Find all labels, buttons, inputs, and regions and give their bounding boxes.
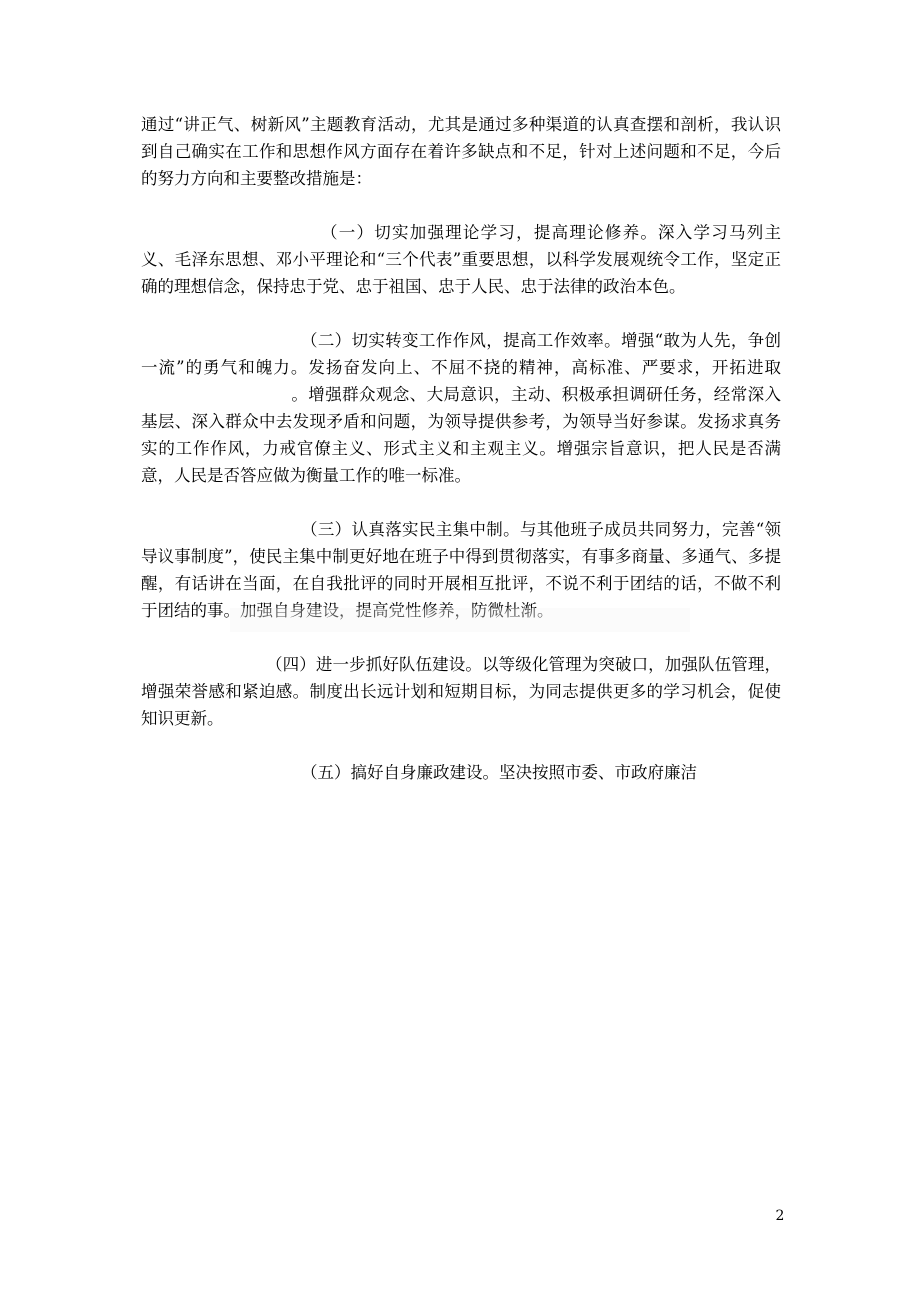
paragraph-4: （四）进一步抓好队伍建设。以等级化管理为突破口，加强队伍管理，增强荣誉感和紧迫感。制度出长远计划和短期目标，为同志提供更多的学习机会，促使知识更新。 [141, 655, 781, 728]
page-number: 2 [775, 1208, 785, 1224]
paragraph-5: （五）搞好自身廉政建设。坚决按照市委、市政府廉洁 [301, 763, 697, 782]
document-body [141, 111, 781, 813]
paragraph-3: （三）认真落实民主集中制。与其他班子成员共同努力，完善“领导议事制度”，使民主集中制更好地在班子中得到贯彻落实，有事多商量、多通气、多提醒，有话讲在当面，在自我批评的同时开展相互批评，不说不利于团结的话，不做不利于团结的事。加强自身建设，提高党性修养，防微杜渐。 [141, 520, 781, 620]
paragraph-2 [141, 327, 781, 489]
paragraph-2-part-1: （二）切实转变工作作风，提高工作效率。增强“敢为人先，争创一流”的勇气和魄力。发扬奋发向上、不屈不挠的精神，高标准、严要求，开拓进取 [141, 331, 781, 377]
paragraph-intro: 通过“讲正气、树新风”主题教育活动，尤其是通过多种渠道的认真查摆和剖析，我认识到自己确实在工作和思想作风方面存在着许多缺点和不足，针对上述问题和不足，今后的努力方向和主要整改措施是： [141, 115, 781, 188]
paragraph-1: （一）切实加强理论学习，提高理论修养。深入学习马列主义、毛泽东思想、邓小平理论和“三个代表”重要思想，以科学发展观统令工作，坚定正确的理想信念，保持忠于党、忠于祖国、忠于人民、忠于法律的政治本色。 [141, 223, 781, 296]
paragraph-2-part-2: 。增强群众观念、大局意识，主动、积极承担调研任务，经常深入基层、深入群众中去发现矛盾和问题，为领导提供参考，为领导当好参谋。发扬求真务实的工作作风，力戒官僚主义、形式主义和主观主义。增强宗旨意识，把人民是否满意，人民是否答应做为衡量工作的唯一标准。 [141, 385, 781, 485]
